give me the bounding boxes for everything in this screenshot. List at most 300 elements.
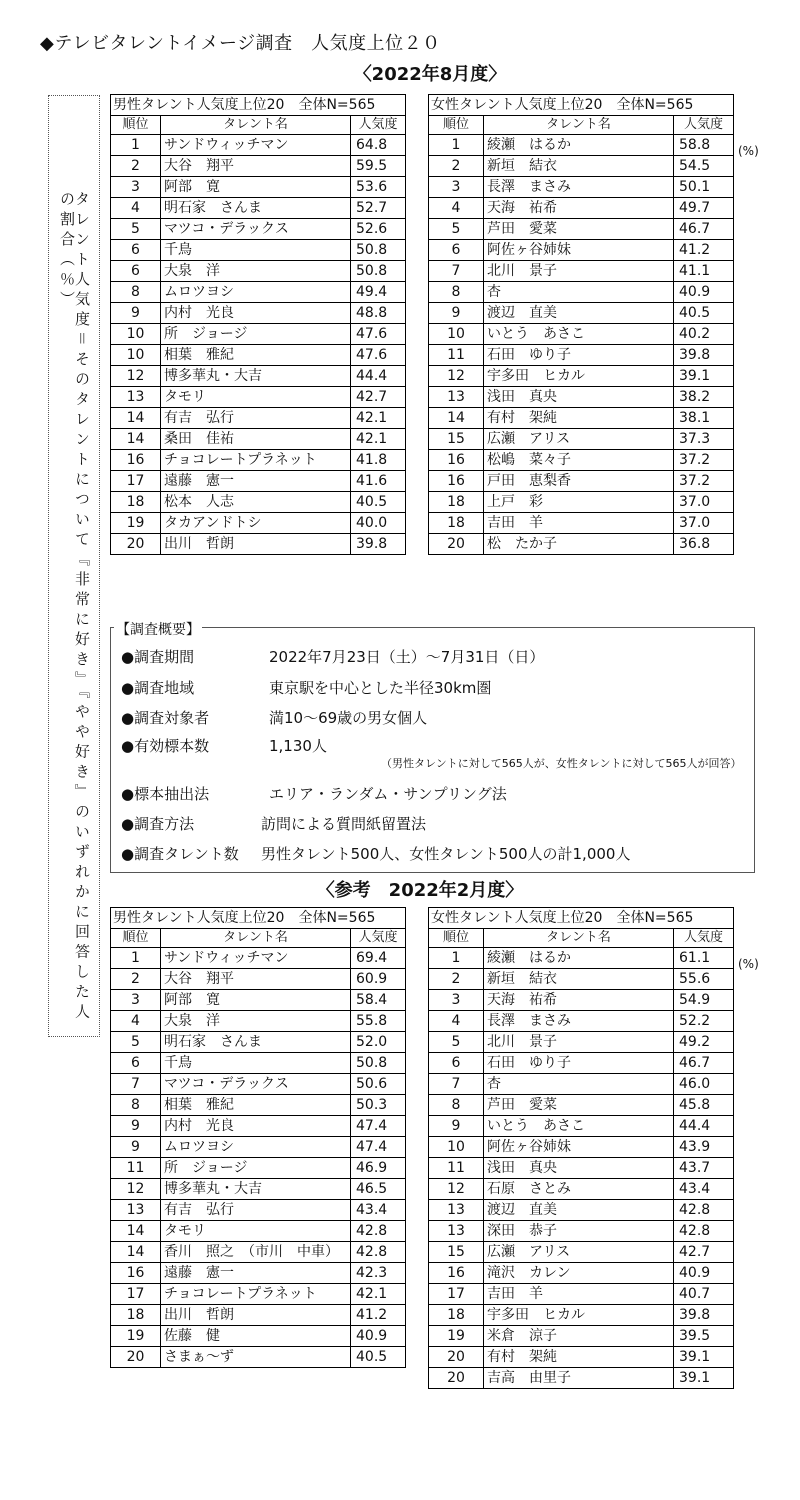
rank-cell: 16	[429, 471, 484, 492]
table-caption: 男性タレント人気度上位20 全体N=565	[111, 95, 406, 116]
value-header: 人気度	[351, 929, 406, 948]
table-row	[111, 1242, 406, 1263]
table-row	[429, 1200, 734, 1221]
value-cell: 42.8	[674, 1200, 734, 1221]
table-row	[429, 1116, 734, 1137]
rank-cell: 4	[429, 198, 484, 219]
value-cell: 37.3	[674, 429, 734, 450]
rank-cell: 20	[429, 1368, 484, 1389]
value-cell: 40.9	[351, 1326, 406, 1347]
name-cell: 大泉 洋	[161, 261, 351, 282]
survey-value: 満10～69歳の男女個人	[269, 709, 428, 727]
name-header: タレント名	[161, 116, 351, 135]
value-cell: 43.4	[674, 1179, 734, 1200]
value-cell: 38.2	[674, 387, 734, 408]
name-cell: タカアンドトシ	[161, 513, 351, 534]
name-cell: 大谷 翔平	[161, 156, 351, 177]
table-row	[111, 1116, 406, 1137]
value-cell: 39.1	[674, 366, 734, 387]
table-row	[429, 261, 734, 282]
name-cell: ムロツヨシ	[161, 282, 351, 303]
survey-value: 1,130人	[269, 737, 327, 755]
rank-cell: 14	[111, 429, 161, 450]
table-row	[429, 1305, 734, 1326]
survey-row-subjects	[121, 707, 427, 728]
value-cell: 59.5	[351, 156, 406, 177]
rank-cell: 16	[111, 1263, 161, 1284]
value-cell: 36.8	[674, 534, 734, 555]
name-cell: 阿佐ヶ谷姉妹	[484, 1137, 674, 1158]
name-cell: 渡辺 直美	[484, 303, 674, 324]
name-cell: 相葉 雅紀	[161, 345, 351, 366]
name-cell: 香川 照之 （市川 中車）	[161, 1242, 351, 1263]
value-cell: 40.9	[674, 1263, 734, 1284]
value-cell: 44.4	[351, 366, 406, 387]
table-row	[429, 219, 734, 240]
survey-sample-note: （男性タレントに対して565人が、女性タレントに対して565人が回答）	[381, 757, 742, 770]
table-row	[429, 1242, 734, 1263]
rank-cell: 9	[429, 303, 484, 324]
value-cell: 46.5	[351, 1179, 406, 1200]
rank-cell: 15	[429, 1242, 484, 1263]
name-cell: 吉田 羊	[484, 513, 674, 534]
value-cell: 41.2	[351, 1305, 406, 1326]
name-cell: 有村 架純	[484, 408, 674, 429]
survey-row-area	[121, 677, 491, 698]
table-row	[429, 135, 734, 156]
value-cell: 50.8	[351, 240, 406, 261]
rank-cell: 16	[111, 450, 161, 471]
table-row	[429, 1095, 734, 1116]
rank-cell: 3	[429, 177, 484, 198]
survey-row-method-sampling	[121, 783, 507, 804]
table-row	[111, 534, 406, 555]
name-cell: 北川 景子	[484, 261, 674, 282]
value-cell: 42.7	[674, 1242, 734, 1263]
survey-key: ●調査タレント数	[121, 845, 239, 863]
table-header-row	[111, 929, 406, 948]
value-cell: 49.4	[351, 282, 406, 303]
rank-cell: 13	[111, 387, 161, 408]
rank-cell: 6	[429, 240, 484, 261]
value-header: 人気度	[674, 116, 734, 135]
table-row	[429, 1158, 734, 1179]
name-cell: 北川 景子	[484, 1032, 674, 1053]
name-header: タレント名	[484, 116, 674, 135]
table-caption-row	[111, 908, 406, 929]
rank-cell: 11	[429, 1158, 484, 1179]
table-row	[111, 219, 406, 240]
table-row	[111, 471, 406, 492]
rank-cell: 16	[429, 1263, 484, 1284]
table-row	[111, 969, 406, 990]
value-cell: 40.5	[351, 492, 406, 513]
value-cell: 49.7	[674, 198, 734, 219]
survey-value: 東京駅を中心とした半径30km圏	[269, 679, 492, 697]
survey-key: ●調査方法	[121, 815, 195, 833]
table-row	[111, 1221, 406, 1242]
value-cell: 41.6	[351, 471, 406, 492]
table-row	[429, 366, 734, 387]
survey-key: ●調査地域	[121, 679, 195, 697]
name-cell: 杏	[484, 1074, 674, 1095]
table-row	[429, 156, 734, 177]
rank-header: 順位	[111, 116, 161, 135]
vertical-note-text: タレント人気度＝そのタレントについて『非常に好き』『やや好き』のいずれかに回答した人の割合（％）	[58, 191, 91, 1024]
name-cell: 吉高 由里子	[484, 1368, 674, 1389]
name-cell: 米倉 涼子	[484, 1326, 674, 1347]
name-cell: マツコ・デラックス	[161, 1074, 351, 1095]
rank-cell: 17	[111, 1284, 161, 1305]
rank-cell: 13	[429, 387, 484, 408]
table-row	[111, 1032, 406, 1053]
table-row	[111, 156, 406, 177]
table-row	[111, 408, 406, 429]
rank-cell: 19	[429, 1326, 484, 1347]
rank-cell: 12	[111, 366, 161, 387]
rank-cell: 9	[111, 1116, 161, 1137]
value-cell: 52.2	[674, 1011, 734, 1032]
name-cell: 石田 ゆり子	[484, 1053, 674, 1074]
value-cell: 42.3	[351, 1263, 406, 1284]
name-cell: 宇多田 ヒカル	[484, 366, 674, 387]
table-row	[111, 303, 406, 324]
value-cell: 42.1	[351, 429, 406, 450]
table-row	[111, 429, 406, 450]
value-cell: 46.0	[674, 1074, 734, 1095]
name-cell: サンドウィッチマン	[161, 135, 351, 156]
table-row	[111, 1158, 406, 1179]
table-row	[429, 1179, 734, 1200]
survey-row-period	[121, 646, 544, 667]
rank-cell: 8	[429, 282, 484, 303]
survey-summary-label: 【調査概要】	[114, 619, 202, 639]
rank-cell: 18	[111, 492, 161, 513]
table-row	[429, 198, 734, 219]
table-row	[429, 429, 734, 450]
value-cell: 54.5	[674, 156, 734, 177]
rank-cell: 8	[429, 1095, 484, 1116]
name-cell: 出川 哲朗	[161, 534, 351, 555]
table-caption: 女性タレント人気度上位20 全体N=565	[429, 95, 734, 116]
rank-cell: 1	[111, 135, 161, 156]
name-cell: 吉田 羊	[484, 1284, 674, 1305]
value-cell: 50.3	[351, 1095, 406, 1116]
rank-cell: 10	[111, 324, 161, 345]
name-cell: 松嶋 菜々子	[484, 450, 674, 471]
name-cell: 内村 光良	[161, 1116, 351, 1137]
rank-cell: 11	[111, 1158, 161, 1179]
table-row	[429, 1263, 734, 1284]
table-row	[111, 324, 406, 345]
value-cell: 69.4	[351, 948, 406, 969]
rank-cell: 14	[111, 408, 161, 429]
value-cell: 39.8	[674, 1305, 734, 1326]
table-row	[429, 345, 734, 366]
name-cell: ムロツヨシ	[161, 1137, 351, 1158]
value-cell: 52.6	[351, 219, 406, 240]
table-row	[111, 135, 406, 156]
table-row	[429, 471, 734, 492]
rank-cell: 3	[429, 990, 484, 1011]
value-cell: 42.7	[351, 387, 406, 408]
name-cell: さまぁ～ず	[161, 1347, 351, 1368]
name-cell: 宇多田 ヒカル	[484, 1305, 674, 1326]
table-row	[111, 1053, 406, 1074]
value-cell: 46.7	[674, 219, 734, 240]
rank-cell: 20	[429, 1347, 484, 1368]
table-row	[111, 366, 406, 387]
name-cell: タモリ	[161, 1221, 351, 1242]
table-caption-row	[429, 908, 734, 929]
name-cell: 桑田 佳祐	[161, 429, 351, 450]
rank-cell: 13	[111, 1200, 161, 1221]
rank-cell: 7	[429, 261, 484, 282]
table-row	[111, 513, 406, 534]
value-cell: 40.9	[674, 282, 734, 303]
name-cell: 千鳥	[161, 240, 351, 261]
table-row	[429, 450, 734, 471]
rank-cell: 1	[429, 948, 484, 969]
name-cell: 明石家 さんま	[161, 1032, 351, 1053]
rank-cell: 4	[429, 1011, 484, 1032]
table-row	[111, 450, 406, 471]
table-caption: 女性タレント人気度上位20 全体N=565	[429, 908, 734, 929]
name-cell: 相葉 雅紀	[161, 1095, 351, 1116]
name-cell: 阿部 寛	[161, 990, 351, 1011]
table-row	[429, 513, 734, 534]
name-header: タレント名	[161, 929, 351, 948]
rank-cell: 5	[429, 219, 484, 240]
name-cell: 石田 ゆり子	[484, 345, 674, 366]
table-row	[429, 948, 734, 969]
name-cell: サンドウィッチマン	[161, 948, 351, 969]
value-cell: 40.5	[351, 1347, 406, 1368]
survey-value: エリア・ランダム・サンプリング法	[269, 785, 507, 803]
value-cell: 50.8	[351, 261, 406, 282]
name-header: タレント名	[484, 929, 674, 948]
table-row	[429, 1074, 734, 1095]
rank-header: 順位	[429, 929, 484, 948]
table-row	[111, 1011, 406, 1032]
rank-cell: 2	[429, 156, 484, 177]
male-ranking-table-aug	[110, 94, 406, 555]
table-row	[111, 177, 406, 198]
rank-cell: 19	[111, 513, 161, 534]
page-title: ◆テレビタレントイメージ調査 人気度上位２０	[40, 33, 441, 54]
rank-cell: 12	[429, 366, 484, 387]
table-row	[111, 492, 406, 513]
name-cell: 有吉 弘行	[161, 408, 351, 429]
rank-cell: 10	[111, 345, 161, 366]
table-row	[429, 1284, 734, 1305]
name-cell: 浅田 真央	[484, 387, 674, 408]
name-cell: 浅田 真央	[484, 1158, 674, 1179]
table-row	[111, 1137, 406, 1158]
section-heading-aug: 〈2022年8月度〉	[353, 64, 507, 85]
value-cell: 41.1	[674, 261, 734, 282]
name-cell: 遠藤 憲一	[161, 1263, 351, 1284]
value-cell: 37.0	[674, 492, 734, 513]
value-cell: 45.8	[674, 1095, 734, 1116]
value-cell: 50.6	[351, 1074, 406, 1095]
name-cell: いとう あさこ	[484, 324, 674, 345]
name-cell: 阿部 寛	[161, 177, 351, 198]
table-row	[429, 1221, 734, 1242]
rank-cell: 10	[429, 1137, 484, 1158]
value-cell: 42.8	[351, 1242, 406, 1263]
table-row	[429, 408, 734, 429]
rank-cell: 6	[111, 1053, 161, 1074]
name-cell: 有村 架純	[484, 1347, 674, 1368]
name-cell: タモリ	[161, 387, 351, 408]
value-cell: 43.9	[674, 1137, 734, 1158]
rank-cell: 17	[429, 1284, 484, 1305]
percent-unit-note: (%)	[738, 144, 759, 158]
name-cell: 千鳥	[161, 1053, 351, 1074]
table-row	[111, 282, 406, 303]
rank-cell: 12	[429, 1179, 484, 1200]
table-row	[429, 1326, 734, 1347]
table-row	[111, 1305, 406, 1326]
value-cell: 40.5	[674, 303, 734, 324]
value-cell: 38.1	[674, 408, 734, 429]
rank-header: 順位	[429, 116, 484, 135]
table-row	[429, 1032, 734, 1053]
value-cell: 58.8	[674, 135, 734, 156]
table-row	[111, 1095, 406, 1116]
name-cell: 内村 光良	[161, 303, 351, 324]
table-row	[429, 534, 734, 555]
value-cell: 52.7	[351, 198, 406, 219]
value-cell: 44.4	[674, 1116, 734, 1137]
table-row	[429, 303, 734, 324]
value-cell: 43.4	[351, 1200, 406, 1221]
table-row	[111, 1074, 406, 1095]
survey-value: 男性タレント500人、女性タレント500人の計1,000人	[261, 845, 631, 863]
value-cell: 37.0	[674, 513, 734, 534]
value-cell: 47.6	[351, 345, 406, 366]
rank-cell: 20	[111, 1347, 161, 1368]
table-row	[429, 324, 734, 345]
rank-cell: 5	[111, 1032, 161, 1053]
survey-key: ●有効標本数	[121, 737, 210, 755]
rank-cell: 8	[111, 1095, 161, 1116]
rank-cell: 14	[111, 1242, 161, 1263]
value-cell: 52.0	[351, 1032, 406, 1053]
value-cell: 40.2	[674, 324, 734, 345]
name-cell: 戸田 恵梨香	[484, 471, 674, 492]
name-cell: 天海 祐希	[484, 990, 674, 1011]
value-cell: 60.9	[351, 969, 406, 990]
name-cell: 松 たか子	[484, 534, 674, 555]
rank-cell: 7	[111, 1074, 161, 1095]
rank-cell: 18	[111, 1305, 161, 1326]
name-cell: 遠藤 憲一	[161, 471, 351, 492]
rank-cell: 20	[111, 534, 161, 555]
value-cell: 55.8	[351, 1011, 406, 1032]
table-row	[111, 261, 406, 282]
table-row	[111, 1263, 406, 1284]
rank-cell: 14	[111, 1221, 161, 1242]
table-row	[429, 492, 734, 513]
survey-key: ●標本抽出法	[121, 785, 210, 803]
value-cell: 41.2	[674, 240, 734, 261]
name-cell: 芦田 愛菜	[484, 1095, 674, 1116]
male-ranking-table-feb	[110, 907, 406, 1368]
percent-unit-note: (%)	[738, 957, 759, 971]
value-cell: 55.6	[674, 969, 734, 990]
table-caption-row	[111, 95, 406, 116]
rank-cell: 1	[111, 948, 161, 969]
name-cell: 天海 祐希	[484, 198, 674, 219]
value-cell: 42.1	[351, 1284, 406, 1305]
table-row	[111, 990, 406, 1011]
rank-cell: 17	[111, 471, 161, 492]
rank-cell: 13	[429, 1200, 484, 1221]
rank-cell: 1	[429, 135, 484, 156]
survey-row-method	[121, 813, 426, 834]
rank-header: 順位	[111, 929, 161, 948]
value-cell: 61.1	[674, 948, 734, 969]
table-row	[429, 282, 734, 303]
rank-cell: 7	[429, 1074, 484, 1095]
section-heading-feb: 〈参考 2022年2月度〉	[316, 880, 524, 901]
rank-cell: 2	[111, 969, 161, 990]
name-cell: 綾瀬 はるか	[484, 948, 674, 969]
rank-cell: 5	[111, 219, 161, 240]
name-cell: 出川 哲朗	[161, 1305, 351, 1326]
table-row	[429, 1011, 734, 1032]
name-cell: 博多華丸・大吉	[161, 1179, 351, 1200]
value-cell: 47.4	[351, 1116, 406, 1137]
table-row	[429, 1137, 734, 1158]
value-cell: 42.8	[674, 1221, 734, 1242]
name-cell: 大谷 翔平	[161, 969, 351, 990]
value-header: 人気度	[351, 116, 406, 135]
survey-key: ●調査対象者	[121, 709, 210, 727]
table-row	[111, 240, 406, 261]
table-row	[429, 177, 734, 198]
name-cell: 佐藤 健	[161, 1326, 351, 1347]
value-cell: 50.1	[674, 177, 734, 198]
name-cell: 滝沢 カレン	[484, 1263, 674, 1284]
table-row	[111, 1284, 406, 1305]
name-cell: 長澤 まさみ	[484, 177, 674, 198]
name-cell: 石原 さとみ	[484, 1179, 674, 1200]
name-cell: 博多華丸・大吉	[161, 366, 351, 387]
table-row	[429, 1368, 734, 1389]
value-cell: 46.9	[351, 1158, 406, 1179]
survey-row-samples	[121, 735, 327, 756]
rank-cell: 18	[429, 492, 484, 513]
value-cell: 39.5	[674, 1326, 734, 1347]
table-row	[429, 969, 734, 990]
rank-cell: 5	[429, 1032, 484, 1053]
value-header: 人気度	[674, 929, 734, 948]
name-cell: 明石家 さんま	[161, 198, 351, 219]
vertical-note-box	[48, 95, 100, 1037]
survey-key: ●調査期間	[121, 648, 195, 666]
name-cell: チョコレートプラネット	[161, 450, 351, 471]
value-cell: 46.7	[674, 1053, 734, 1074]
rank-cell: 11	[429, 345, 484, 366]
value-cell: 37.2	[674, 471, 734, 492]
name-cell: 長澤 まさみ	[484, 1011, 674, 1032]
value-cell: 39.1	[674, 1347, 734, 1368]
value-cell: 39.8	[351, 534, 406, 555]
value-cell: 49.2	[674, 1032, 734, 1053]
